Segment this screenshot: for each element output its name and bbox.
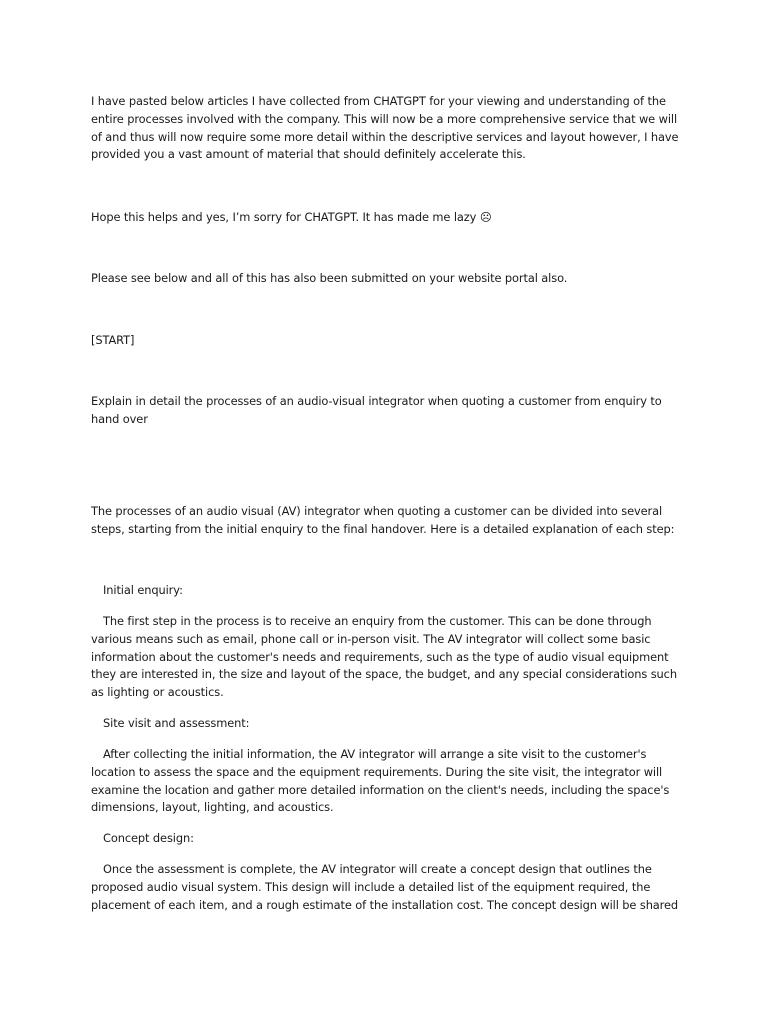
step-heading: Concept design: bbox=[103, 831, 194, 845]
answer-intro-paragraph: The processes of an audio visual (AV) integrator when quoting a customer can be divided into several steps, starting from the initial enquiry to the final handover. Here is a detailed explanation of each step: bbox=[91, 504, 675, 536]
step-body: Once the assessment is complete, the AV integrator will create a concept design that outlines the proposed audio visual system. This design will include a detailed list of the equipment required, the placement of each item, and a rough estimate of the installation cost. The concept design will be shared bbox=[91, 862, 679, 912]
portal-paragraph: Please see below and all of this has also been submitted on your website portal also. bbox=[91, 271, 568, 285]
intro-paragraph: I have pasted below articles I have collected from CHATGPT for your viewing and understanding of the entire processes involved with the company. This will now be a more comprehensive service that we will of and thus will now require some more detail within the descriptive services and layout however, I have provided you a vast amount of material that should definitely accelerate this. bbox=[91, 94, 679, 162]
hope-paragraph: Hope this helps and yes, I’m sorry for CHATGPT. It has made me lazy ☹ bbox=[91, 210, 492, 224]
step-body: After collecting the initial information, the AV integrator will arrange a site visit to the customer's location to assess the space and the equipment requirements. During the site visit, the integrator will examine the location and gather more detailed information on the client's needs, including the space's dimensions, layout, lighting, and acoustics. bbox=[91, 747, 670, 815]
step-body: The first step in the process is to receive an enquiry from the customer. This can be done through various means such as email, phone call or in-person visit. The AV integrator will collect some basic information about the customer's needs and requirements, such as the type of audio visual equipment they are interested in, the size and layout of the space, the budget, and any special considerations such as lighting or acoustics. bbox=[91, 614, 677, 700]
start-marker: [START] bbox=[91, 333, 135, 347]
question-paragraph: Explain in detail the processes of an audio-visual integrator when quoting a customer from enquiry to hand over bbox=[91, 394, 662, 426]
step-heading: Initial enquiry: bbox=[103, 583, 183, 597]
step-heading: Site visit and assessment: bbox=[103, 716, 250, 730]
